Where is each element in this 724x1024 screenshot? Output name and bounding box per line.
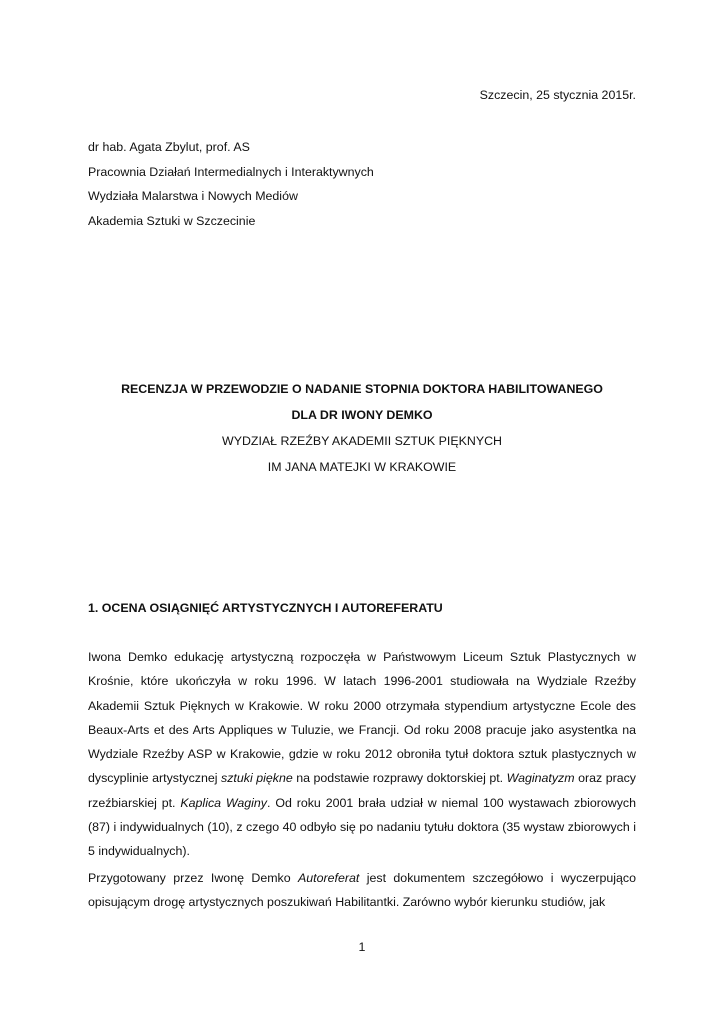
para2-italic-1: Autoreferat — [298, 871, 360, 885]
paragraph-biography — [88, 645, 636, 864]
para2-text-2: jest dokumentem szczegółowo i wyczerpująco opisującym drogę artystycznych poszukiwań Habilitantki. Zarówno wybór kierunku studiów, jak — [88, 871, 636, 910]
section-heading: 1. OCENA OSIĄGNIĘĆ ARTYSTYCZNYCH I AUTOREFERATU — [88, 601, 443, 615]
page-number: 1 — [358, 940, 366, 954]
title-line-1: RECENZJA W PRZEWODZIE O NADANIE STOPNIA DOKTORA HABILITOWANEGO — [121, 382, 603, 396]
reviewer-faculty: Wydziała Malarstwa i Nowych Mediów — [88, 189, 298, 203]
reviewer-studio: Pracownia Działań Intermedialnych i Interaktywnych — [88, 164, 374, 179]
title-line-2: DLA DR IWONY DEMKO — [291, 408, 433, 422]
para2-text-1: Przygotowany przez Iwonę Demko — [88, 871, 299, 885]
para1-text-3: oraz pracy rzeźbiarskiej pt. — [88, 771, 636, 810]
title-line-3: WYDZIAŁ RZEŹBY AKADEMII SZTUK PIĘKNYCH — [222, 434, 502, 448]
document-title — [88, 376, 636, 480]
para1-text-1: Iwona Demko edukację artystyczną rozpoczęła w Państwowym Liceum Sztuk Plastycznych w Krośnie, które ukończyła w roku 1996. W latach 1996-2001 studiowała na Wydziale Rzeźby Akademii Sztuk Pięknych w Krakowie. W roku 2000 otrzymała stypendium artystyczne Ecole des Beaux-Arts et des Arts Appliques w Tuluzie, we Francji. Od roku 2008 pracuje jako asystentka na Wydziale Rzeźby ASP w Krakowie, gdzie w roku 2012 obroniła tytuł doktora sztuk plastycznych w dyscyplinie artystycznej — [88, 650, 636, 786]
para1-text-2: na podstawie rozprawy doktorskiej pt. — [292, 771, 507, 786]
title-line-4: IM JANA MATEJKI W KRAKOWIE — [267, 460, 457, 474]
para1-italic-2: Waginatyzm — [506, 771, 575, 786]
para1-italic-1: sztuki piękne — [221, 771, 293, 786]
reviewer-info — [88, 135, 648, 233]
para1-text-4: . Od roku 2001 brała udział w niemal 100 wystawach zbiorowych (87) i indywidualnych (10), z czego 40 odbyło się po nadaniu tytułu doktora (35 wystaw zbiorowych i 5 indywidualnych). — [88, 795, 636, 859]
place-date: Szczecin, 25 stycznia 2015r. — [479, 88, 636, 102]
reviewer-academy: Akademia Sztuki w Szczecinie — [88, 213, 256, 228]
para1-italic-3: Kaplica Waginy — [180, 795, 267, 810]
paragraph-autoreferat — [88, 866, 636, 915]
reviewer-name: dr hab. Agata Zbylut, prof. AS — [88, 140, 250, 154]
